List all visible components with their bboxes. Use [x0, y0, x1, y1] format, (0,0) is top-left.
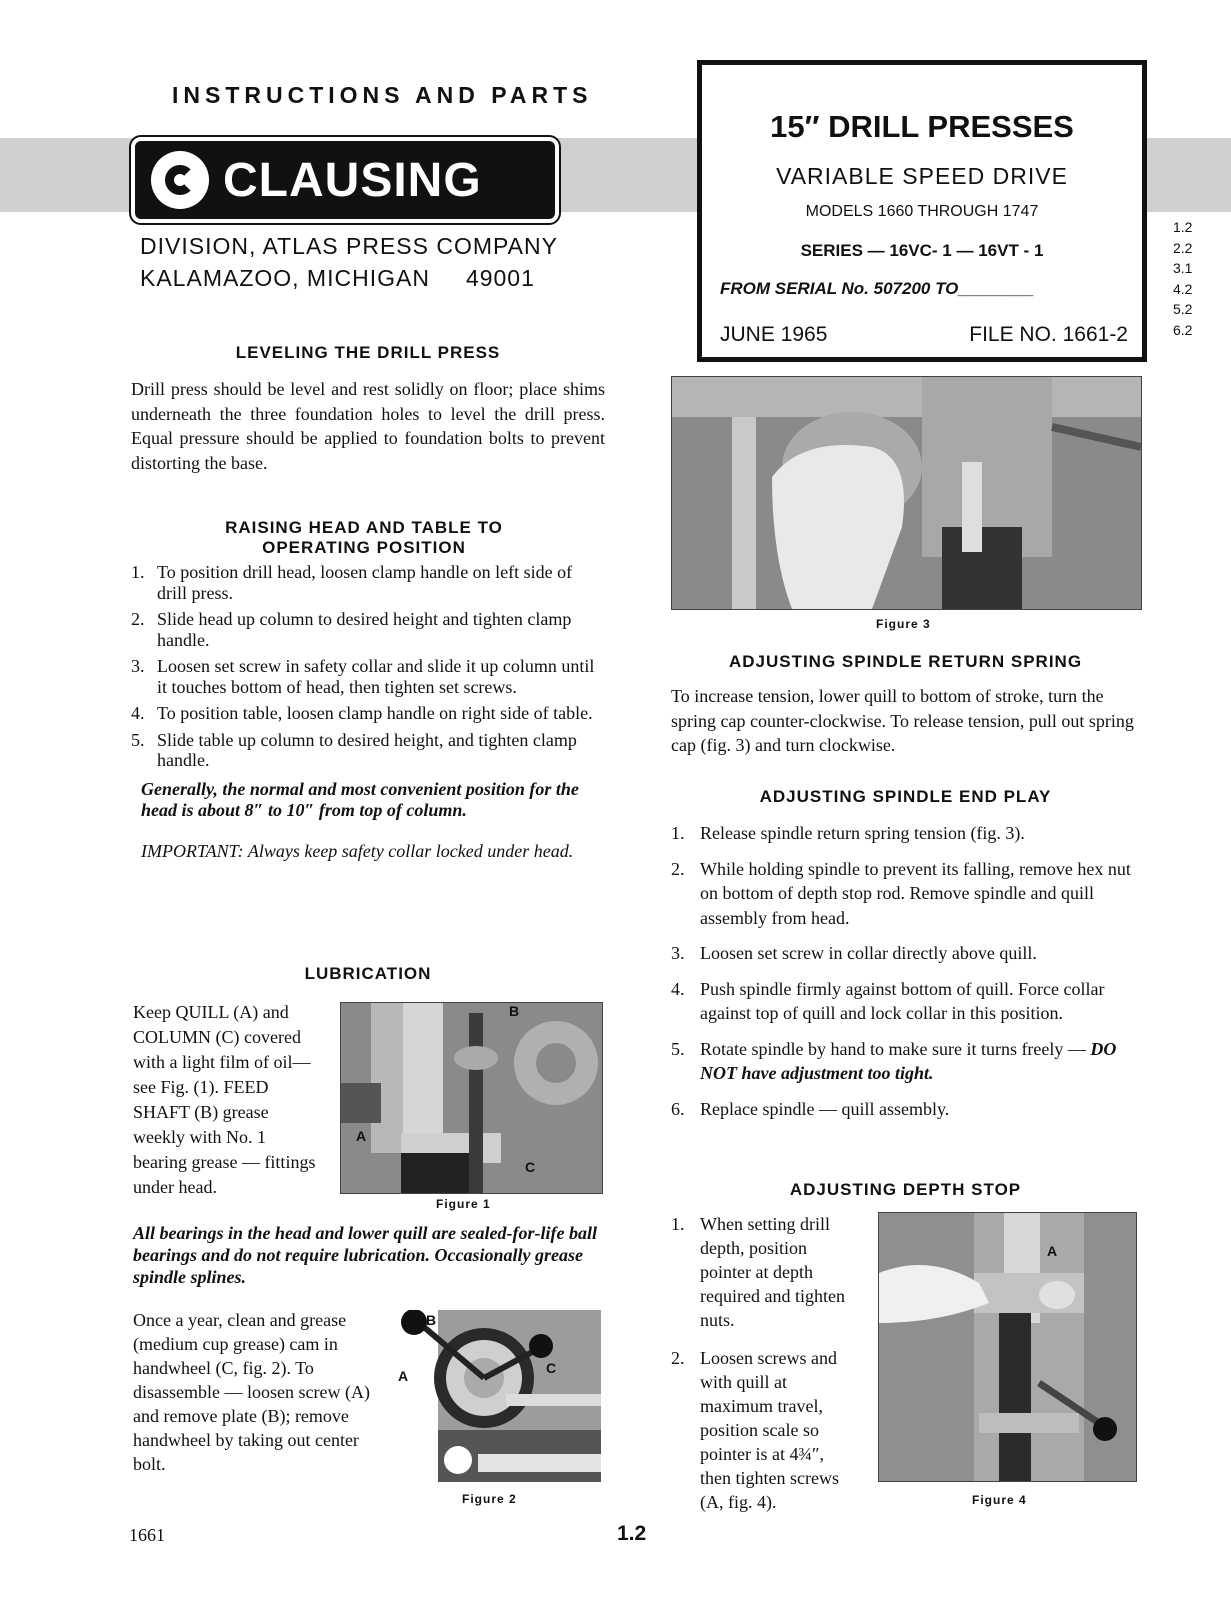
endplay-steps [671, 821, 1140, 1121]
list-item: 1. To position drill head, loosen clamp handle on left side of drill press. [131, 562, 573, 603]
list-item: 3. Loosen set screw in safety collar and slide it up column until it touches bottom of head, then tighten set screws. [131, 656, 595, 697]
figure-1-caption: Figure 1 [436, 1197, 491, 1211]
label-a: A [356, 1128, 368, 1144]
endplay-heading: ADJUSTING SPINDLE END PLAY [759, 787, 1052, 806]
figure-3-caption: Figure 3 [876, 617, 931, 631]
side-numbers [1173, 217, 1192, 340]
page-number: 1.2 [617, 1522, 647, 1545]
figure-2-caption: Figure 2 [462, 1492, 517, 1506]
serial: FROM SERIAL No. 507200 TO________ [720, 279, 1035, 298]
label-c: C [525, 1159, 537, 1175]
list-item: 4. To position table, loosen clamp handle on right side of table. [131, 703, 593, 723]
division-city: KALAMAZOO, MICHIGAN [140, 265, 430, 291]
side-number: 2.2 [1173, 239, 1193, 256]
clausing-logo [131, 137, 559, 223]
series: SERIES — 16VC- 1 — 16VT - 1 [800, 241, 1044, 260]
raising-section [131, 518, 597, 862]
raising-steps [131, 562, 597, 771]
side-number: 3.1 [1173, 260, 1193, 276]
endplay-section [671, 787, 1140, 1132]
label-a: A [398, 1368, 410, 1384]
spring-section [671, 652, 1140, 758]
raising-heading-2: OPERATING POSITION [262, 538, 466, 557]
subtitle: VARIABLE SPEED DRIVE [776, 163, 1068, 189]
figure-4-photo [878, 1212, 1137, 1482]
list-item: 3. Loosen set screw in collar directly above quill. [671, 943, 1037, 963]
important-note: IMPORTANT: Always keep safety collar locked under head. [141, 840, 574, 861]
raising-heading-1: RAISING HEAD AND TABLE TO [225, 518, 503, 537]
side-number: 4.2 [1173, 280, 1193, 297]
leveling-text: Drill press should be level and rest solidly on floor; place shims underneath the three foundation holes to level the drill press. Equal pressure should be applied to foundation bolts to prevent distorting the base. [131, 379, 605, 473]
figure-1-photo [340, 1002, 603, 1194]
list-item: 1. When setting drill depth, position pointer at depth required and tighten nuts. [671, 1214, 845, 1330]
side-number: 6.2 [1173, 321, 1193, 338]
leveling-heading: LEVELING THE DRILL PRESS [235, 343, 501, 362]
list-item: 5. Rotate spindle by hand to make sure it turns freely — DO NOT have adjustment too tight. [671, 1038, 1117, 1083]
leveling-section [131, 343, 605, 475]
figure-4-caption: Figure 4 [972, 1493, 1027, 1507]
label-c: C [546, 1360, 558, 1376]
division-line2 [140, 262, 558, 294]
label-a: A [1047, 1243, 1059, 1259]
depth-heading: ADJUSTING DEPTH STOP [789, 1180, 1022, 1199]
depth-steps [671, 1212, 852, 1525]
lubrication-text: Keep QUILL (A) and COLUMN (C) covered with a light film of oil— see Fig. (1). FEED SHAFT (B) grease weekly with No. 1 bearing grease — fittings under head. [133, 1002, 316, 1197]
list-item: 4. Push spindle firmly against bottom of quill. Force collar against top of quill and lock collar in this position. [671, 978, 1105, 1023]
clausing-c-icon [151, 151, 209, 209]
label-b: B [426, 1312, 438, 1328]
logo-text: CLAUSING [223, 153, 482, 207]
list-item: 5. Slide table up column to desired height, and tighten clamp handle. [131, 729, 577, 770]
depth-heading-wrap [671, 1180, 1140, 1200]
date: JUNE 1965 [720, 323, 828, 346]
position-note: Generally, the normal and most convenient position for the head is about 8″ to 10″ from top of column. [141, 778, 579, 820]
file-number: FILE NO. 1661-2 [969, 323, 1128, 346]
endplay-emphasis: DO NOT have adjustment too tight. [700, 1038, 1117, 1083]
list-item: 2. Slide head up column to desired height and tighten clamp handle. [131, 609, 572, 650]
side-number: 5.2 [1173, 301, 1193, 317]
figure-2-photo [396, 1310, 601, 1482]
list-item: 6. Replace spindle — quill assembly. [671, 1098, 950, 1119]
list-item: 1. Release spindle return spring tension (fig. 3). [671, 823, 1025, 843]
spring-text: To increase tension, lower quill to bottom of stroke, turn the spring cap counter-clockwise. To release tension, pull out spring cap (fig. 3) and turn clockwise. [671, 686, 1134, 755]
list-item: 2. Loosen screws and with quill at maximum travel, position scale so pointer is at 4¾″, then tighten screws (A, fig. 4). [671, 1348, 839, 1512]
side-number: 1.2 [1173, 219, 1193, 235]
label-b: B [509, 1003, 521, 1019]
title: 15″ DRILL PRESSES [770, 109, 1074, 144]
bearings-note: All bearings in the head and lower quill are sealed-for-life ball bearings and do not require lubrication. Occasionally grease spindle splines. [133, 1223, 598, 1287]
division-line1: DIVISION, ATLAS PRESS COMPANY [140, 233, 558, 259]
footer-left: 1661 [129, 1525, 165, 1545]
figure-3-photo [671, 376, 1142, 610]
list-item: 2. While holding spindle to prevent its falling, remove hex nut on bottom of depth stop rod. Remove spindle and quill assembly from head. [671, 858, 1131, 928]
title-box [697, 60, 1147, 362]
models: MODELS 1660 THROUGH 1747 [805, 203, 1039, 220]
instructions-heading: INSTRUCTIONS AND PARTS [172, 82, 593, 108]
handwheel-text: Once a year, clean and grease (medium cup grease) cam in handwheel (C, fig. 2). To disassemble — loosen screw (A) and remove plate (B); remove handwheel by taking out center bolt. [133, 1310, 370, 1474]
spring-heading: ADJUSTING SPINDLE RETURN SPRING [728, 652, 1083, 671]
division-block [140, 230, 558, 294]
lubrication-heading: LUBRICATION [304, 964, 432, 983]
lubrication-heading-wrap [131, 964, 605, 984]
division-zip: 49001 [465, 265, 535, 291]
